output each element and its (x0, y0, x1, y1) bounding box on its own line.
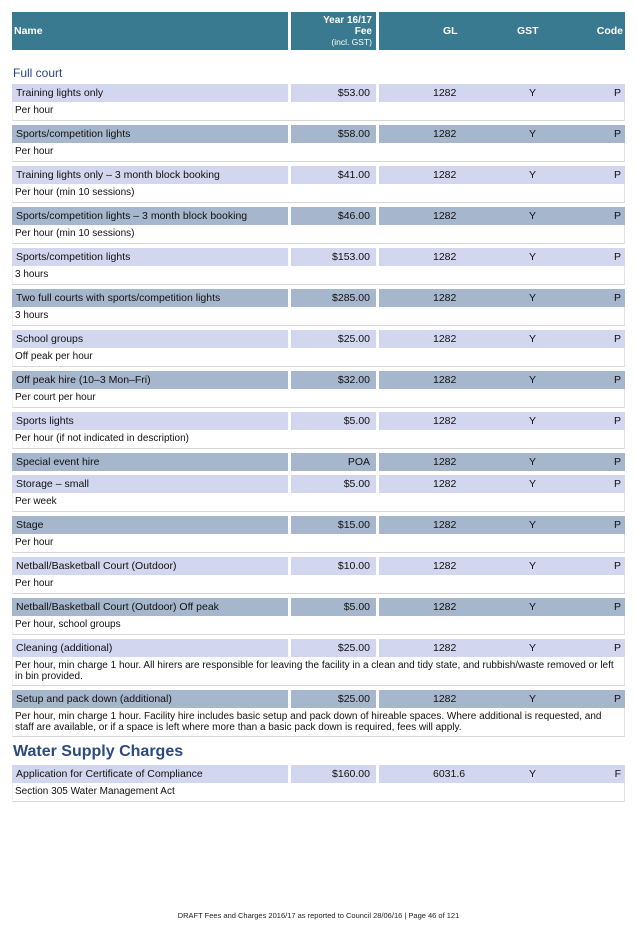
fee-row (12, 289, 625, 307)
fee-item (12, 248, 625, 285)
fee-amount: $53.00 (291, 84, 376, 102)
fee-code: P (613, 415, 621, 427)
fee-name: Stage (12, 516, 288, 534)
fee-gst: Y (529, 210, 537, 222)
fee-codes (379, 475, 625, 493)
fee-gst: Y (529, 601, 537, 613)
fee-name: School groups (12, 330, 288, 348)
fee-code: P (613, 292, 621, 304)
fee-name: Netball/Basketball Court (Outdoor) Off peak (12, 598, 288, 616)
fee-gst: Y (529, 169, 537, 181)
fee-amount: $5.00 (291, 412, 376, 430)
fee-code: P (613, 478, 621, 490)
fee-description: Per hour, min charge 1 hour. Facility hire includes basic setup and pack down of hireable spaces. Where additional is requested, and staff are available, or if a space is left where more than a basic pack down is required, fees will apply. (12, 708, 625, 737)
fee-code: P (613, 87, 621, 99)
fee-code: P (613, 210, 621, 222)
fee-amount: $5.00 (291, 598, 376, 616)
fee-name: Special event hire (12, 453, 288, 471)
fee-description: Per hour (12, 143, 625, 162)
fee-row (12, 412, 625, 430)
fee-amount: $160.00 (291, 765, 376, 783)
fee-name: Netball/Basketball Court (Outdoor) (12, 557, 288, 575)
header-fee-line1: Year 16/17 (323, 15, 372, 26)
fee-code: P (613, 560, 621, 572)
fee-row (12, 639, 625, 657)
fee-item (12, 330, 625, 367)
fee-gst: Y (529, 642, 537, 654)
fee-item (12, 207, 625, 244)
fee-gst: Y (529, 333, 537, 345)
fee-amount: $41.00 (291, 166, 376, 184)
fee-row (12, 125, 625, 143)
fee-description: Per hour, school groups (12, 616, 625, 635)
fee-code: P (613, 519, 621, 531)
fee-item (12, 412, 625, 449)
fee-gl: 1282 (433, 560, 457, 572)
fee-item (12, 557, 625, 594)
fee-codes (379, 690, 625, 708)
fee-gst: Y (529, 374, 537, 386)
fee-item (12, 475, 625, 512)
fee-name: Storage – small (12, 475, 288, 493)
fee-gst: Y (529, 560, 537, 572)
fee-gst: Y (529, 768, 537, 780)
fee-gl: 1282 (433, 478, 457, 490)
fee-description: 3 hours (12, 266, 625, 285)
fee-gl: 1282 (433, 601, 457, 613)
fee-item (12, 84, 625, 121)
fee-row (12, 516, 625, 534)
fee-row (12, 690, 625, 708)
fee-gl: 1282 (433, 292, 457, 304)
fee-code: P (613, 642, 621, 654)
header-code: Code (596, 25, 623, 37)
fee-gl: 1282 (433, 374, 457, 386)
fee-row (12, 371, 625, 389)
fee-codes (379, 125, 625, 143)
fee-item (12, 289, 625, 326)
header-name: Name (14, 25, 43, 37)
header-codes-cell (379, 12, 625, 50)
fee-gl: 1282 (433, 169, 457, 181)
fee-gl: 1282 (433, 251, 457, 263)
fee-description: Per hour (min 10 sessions) (12, 225, 625, 244)
fee-code: P (613, 693, 621, 705)
fee-name: Training lights only – 3 month block booking (12, 166, 288, 184)
fee-gl: 1282 (433, 456, 457, 468)
fee-description: Per week (12, 493, 625, 512)
fee-gl: 1282 (433, 87, 457, 99)
full-court-list (12, 84, 625, 737)
fee-row (12, 453, 625, 471)
header-gst: GST (517, 25, 539, 37)
fee-description: Per hour (if not indicated in description) (12, 430, 625, 449)
fee-row (12, 557, 625, 575)
page-footer: DRAFT Fees and Charges 2016/17 as reported to Council 28/06/16 | Page 46 of 121 (177, 911, 460, 920)
fee-row (12, 330, 625, 348)
fee-name: Training lights only (12, 84, 288, 102)
fee-item (12, 516, 625, 553)
fee-codes (379, 248, 625, 266)
fee-row (12, 475, 625, 493)
fee-name: Sports lights (12, 412, 288, 430)
fee-description: Per hour (12, 102, 625, 121)
fee-gl: 1282 (433, 415, 457, 427)
fee-codes (379, 557, 625, 575)
fee-codes (379, 207, 625, 225)
fee-row (12, 248, 625, 266)
fee-code: P (613, 456, 621, 468)
header-fee-cell (291, 12, 376, 50)
fee-code: P (613, 333, 621, 345)
fee-gst: Y (529, 519, 537, 531)
fee-amount: $46.00 (291, 207, 376, 225)
fee-item (12, 639, 625, 686)
fee-row (12, 166, 625, 184)
fee-amount: $25.00 (291, 690, 376, 708)
fee-amount: $10.00 (291, 557, 376, 575)
fee-codes (379, 412, 625, 430)
fee-row (12, 598, 625, 616)
fee-amount: $15.00 (291, 516, 376, 534)
fee-codes (379, 765, 625, 783)
fee-amount: $32.00 (291, 371, 376, 389)
fee-codes (379, 639, 625, 657)
fee-gl: 1282 (433, 519, 457, 531)
fee-code: P (613, 128, 621, 140)
fee-gl: 1282 (433, 333, 457, 345)
fee-amount: POA (291, 453, 376, 471)
fee-item (12, 371, 625, 408)
fee-description: Per hour, min charge 1 hour. All hirers are responsible for leaving the facility in a clean and tidy state, and rubbish/waste removed or left in bin provided. (12, 657, 625, 686)
fee-gst: Y (529, 693, 537, 705)
fee-code: F (614, 768, 621, 780)
fee-code: P (613, 601, 621, 613)
fee-item (12, 125, 625, 162)
fee-description: 3 hours (12, 307, 625, 326)
water-list (12, 765, 625, 802)
header-fee-line3: (incl. GST) (331, 37, 372, 47)
fee-item (12, 690, 625, 737)
fee-row (12, 84, 625, 102)
fee-amount: $25.00 (291, 639, 376, 657)
fee-amount: $285.00 (291, 289, 376, 307)
fee-description: Per court per hour (12, 389, 625, 408)
header-name-cell (12, 12, 288, 50)
fee-item (12, 598, 625, 635)
fee-amount: $58.00 (291, 125, 376, 143)
fee-gl: 6031.6 (433, 768, 466, 780)
fee-name: Sports/competition lights (12, 248, 288, 266)
fee-gst: Y (529, 128, 537, 140)
fee-item (12, 453, 625, 471)
fee-gst: Y (529, 478, 537, 490)
fee-code: P (613, 251, 621, 263)
fee-gst: Y (529, 292, 537, 304)
fee-row (12, 207, 625, 225)
fee-codes (379, 516, 625, 534)
fee-description: Section 305 Water Management Act (12, 783, 625, 802)
fee-codes (379, 84, 625, 102)
fees-page (12, 12, 625, 806)
fee-gst: Y (529, 415, 537, 427)
fee-gst: Y (529, 456, 537, 468)
fee-gl: 1282 (433, 128, 457, 140)
fee-codes (379, 598, 625, 616)
fee-gl: 1282 (433, 642, 457, 654)
fee-description: Per hour (12, 575, 625, 594)
fee-item (12, 765, 625, 802)
fee-gst: Y (529, 251, 537, 263)
fee-name: Setup and pack down (additional) (12, 690, 288, 708)
fee-description: Off peak per hour (12, 348, 625, 367)
fee-codes (379, 453, 625, 471)
section-full-court-title: Full court (13, 66, 63, 80)
fee-codes (379, 166, 625, 184)
fee-description: Per hour (12, 534, 625, 553)
fee-row (12, 765, 625, 783)
fee-codes (379, 371, 625, 389)
section-water-title: Water Supply Charges (13, 743, 184, 760)
header-gl: GL (443, 25, 458, 37)
fee-name: Cleaning (additional) (12, 639, 288, 657)
fee-codes (379, 330, 625, 348)
fee-gl: 1282 (433, 693, 457, 705)
fee-name: Application for Certificate of Compliance (12, 765, 288, 783)
fee-codes (379, 289, 625, 307)
fee-name: Sports/competition lights (12, 125, 288, 143)
fee-name: Two full courts with sports/competition lights (12, 289, 288, 307)
fee-gst: Y (529, 87, 537, 99)
fee-name: Off peak hire (10–3 Mon–Fri) (12, 371, 288, 389)
fee-description: Per hour (min 10 sessions) (12, 184, 625, 203)
fee-amount: $5.00 (291, 475, 376, 493)
fee-code: P (613, 169, 621, 181)
table-header (12, 12, 625, 50)
fee-amount: $25.00 (291, 330, 376, 348)
fee-name: Sports/competition lights – 3 month block booking (12, 207, 288, 225)
header-fee-line2: Fee (354, 26, 372, 37)
fee-gl: 1282 (433, 210, 457, 222)
fee-amount: $153.00 (291, 248, 376, 266)
fee-code: P (613, 374, 621, 386)
fee-item (12, 166, 625, 203)
